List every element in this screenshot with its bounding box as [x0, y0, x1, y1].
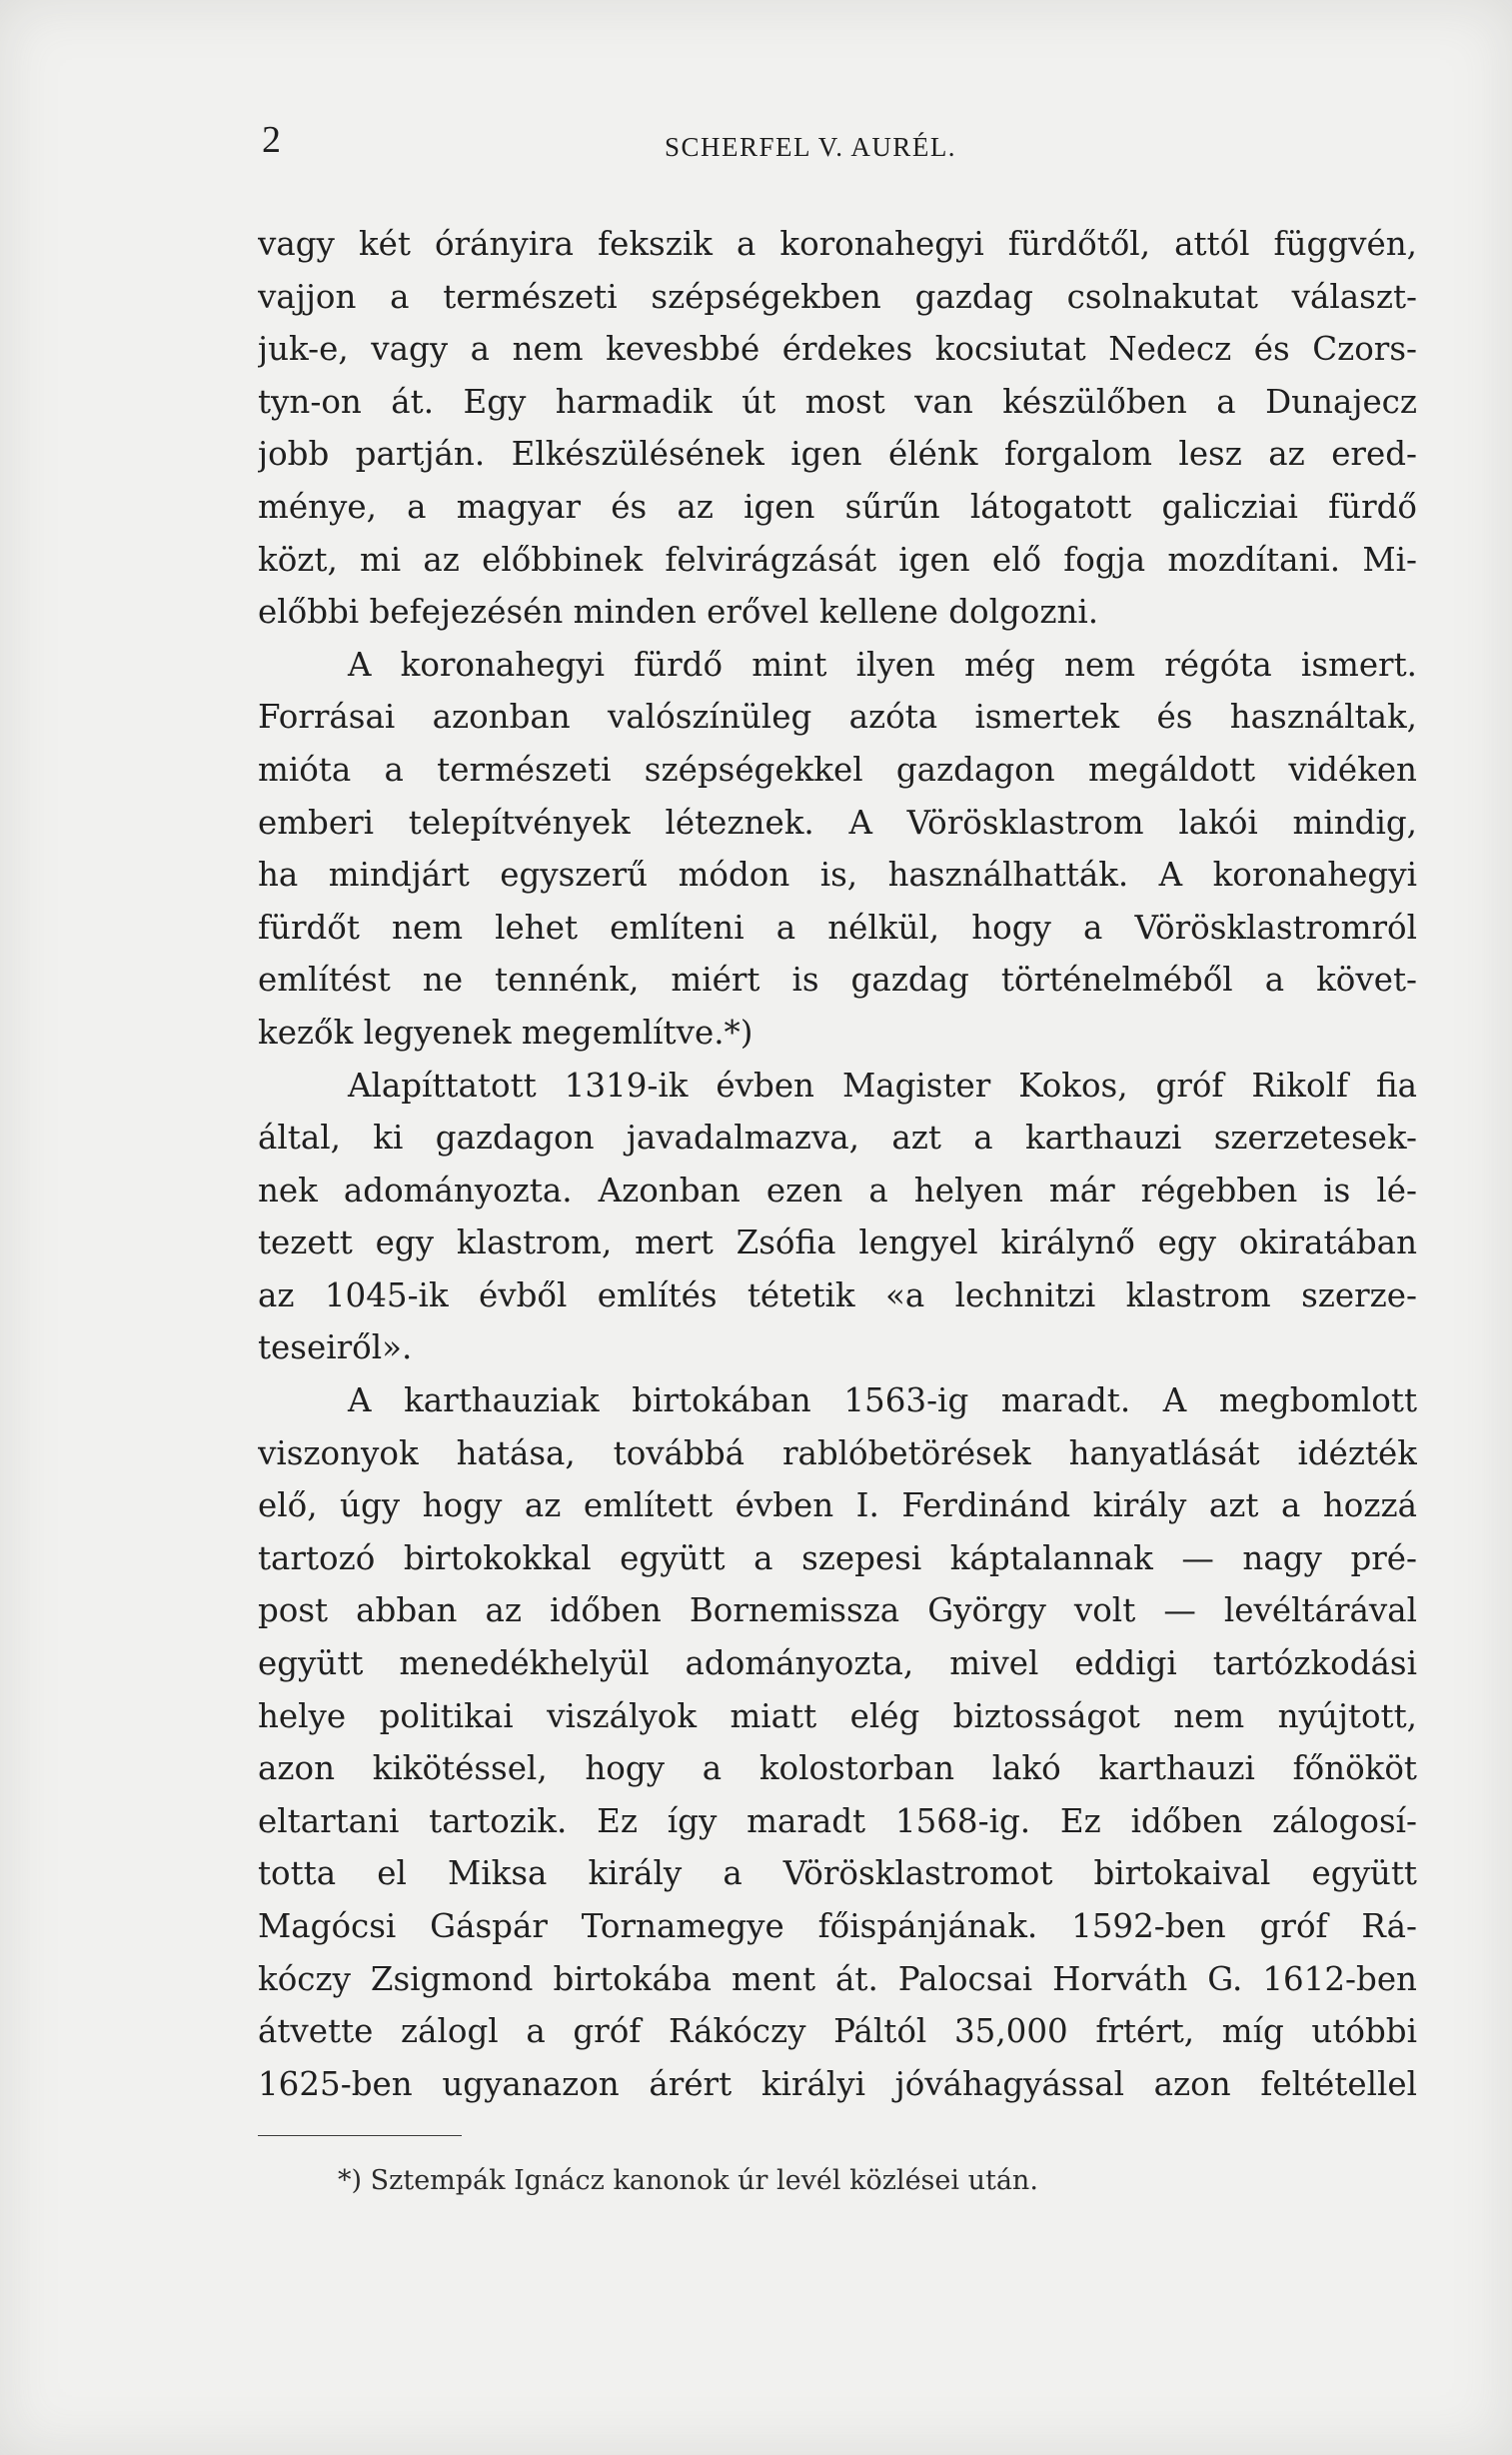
text-line: átvette zálogl a gróf Rákóczy Páltól 35,000 frtért, míg utóbbi	[258, 2012, 1417, 2051]
page-number: 2	[262, 119, 281, 161]
paragraph	[258, 1060, 1417, 1375]
text-line: vagy két órányira fekszik a koronahegyi fürdőtől, attól függvén,	[258, 225, 1417, 263]
text-line: vajjon a természeti szépségekben gazdag csolnakutat választ-	[258, 277, 1417, 316]
text-line: tezett egy klastrom, mert Zsófia lengyel királynő egy okiratában	[258, 1224, 1417, 1262]
text-line: Forrásai azonban valószínüleg azóta ismertek és használtak,	[258, 698, 1417, 737]
footnote: *) Sztempák Ignácz kanonok úr levél közlései után.	[338, 2165, 1038, 2196]
text-line: nek adományozta. Azonban ezen a helyen már régebben is lé-	[258, 1171, 1417, 1210]
text-line: az 1045-ik évből említés tétetik «a lechnitzi klastrom szerze-	[258, 1275, 1417, 1314]
text-line: post abban az időben Bornemissza György volt — levéltárával	[258, 1591, 1417, 1630]
text-line: mióta a természeti szépségekkel gazdagon megáldott vidéken	[258, 750, 1417, 789]
text-line: kóczy Zsigmond birtokába ment át. Palocsai Horváth G. 1612-ben	[258, 1959, 1417, 1998]
text-line: juk-e, vagy a nem kevesbbé érdekes kocsiutat Nedecz és Czors-	[258, 330, 1417, 369]
text-line: közt, mi az előbbinek felvirágzását igen elő fogja mozdítani. Mi-	[258, 540, 1417, 579]
body-text	[258, 218, 1417, 2110]
text-line: teseiről».	[258, 1328, 413, 1367]
text-line: jobb partján. Elkészülésének igen élénk forgalom lesz az ered-	[258, 435, 1417, 474]
text-line: A karthauziak birtokában 1563-ig maradt. A megbomlott	[348, 1381, 1417, 1420]
text-line: A koronahegyi fürdő mint ilyen még nem régóta ismert.	[348, 645, 1417, 684]
text-line: által, ki gazdagon javadalmazva, azt a karthauzi szerzetesek-	[258, 1119, 1417, 1158]
text-line: ménye, a magyar és az igen sűrűn látogatott galicziai fürdő	[258, 487, 1417, 526]
text-line: totta el Miksa király a Vörösklastromot birtokaival együtt	[258, 1854, 1417, 1893]
running-head: SCHERFEL V. AURÉL.	[665, 132, 957, 162]
paragraph	[258, 218, 1417, 639]
paragraph	[258, 1374, 1417, 2110]
text-line: emberi telepítvények léteznek. A Vörösklastrom lakói mindig,	[258, 803, 1417, 842]
text-line: ha mindjárt egyszerű módon is, használhatták. A koronahegyi	[258, 856, 1417, 895]
text-line: Magócsi Gáspár Tornamegye főispánjának. 1592-ben gróf Rá-	[258, 1907, 1417, 1945]
text-line: helye politikai viszályok miatt elég biztosságot nem nyújtott,	[258, 1696, 1417, 1735]
text-line: Alapíttatott 1319-ik évben Magister Kokos, gróf Rikolf fia	[348, 1066, 1417, 1105]
text-line: kezők legyenek megemlítve.*)	[258, 1013, 754, 1052]
text-line: 1625-ben ugyanazon árért királyi jóváhagyással azon feltétellel	[258, 2064, 1417, 2103]
text-line: viszonyok hatása, továbbá rablóbetörések hanyatlását idézték	[258, 1433, 1417, 1472]
text-line: tartozó birtokokkal együtt a szepesi káptalannak — nagy pré-	[258, 1538, 1417, 1577]
text-line: eltartani tartozik. Ez így maradt 1568-ig. Ez időben zálogosí-	[258, 1801, 1417, 1840]
text-line: együtt menedékhelyül adományozta, mivel eddigi tartózkodási	[258, 1644, 1417, 1683]
paragraph	[258, 639, 1417, 1060]
text-line: említést ne tennénk, miért is gazdag történelméből a követ-	[258, 961, 1417, 1000]
text-line: azon kikötéssel, hogy a kolostorban lakó karthauzi főnököt	[258, 1749, 1417, 1788]
text-line: előbbi befejezésén minden erővel kellene dolgozni.	[258, 593, 1099, 632]
footnote-divider	[258, 2135, 462, 2136]
text-line: elő, úgy hogy az említett évben I. Ferdinánd király azt a hozzá	[258, 1486, 1417, 1525]
text-line: fürdőt nem lehet említeni a nélkül, hogy a Vörösklastromról	[258, 908, 1417, 947]
text-line: tyn-on át. Egy harmadik út most van készülőben a Dunajecz	[258, 382, 1417, 421]
